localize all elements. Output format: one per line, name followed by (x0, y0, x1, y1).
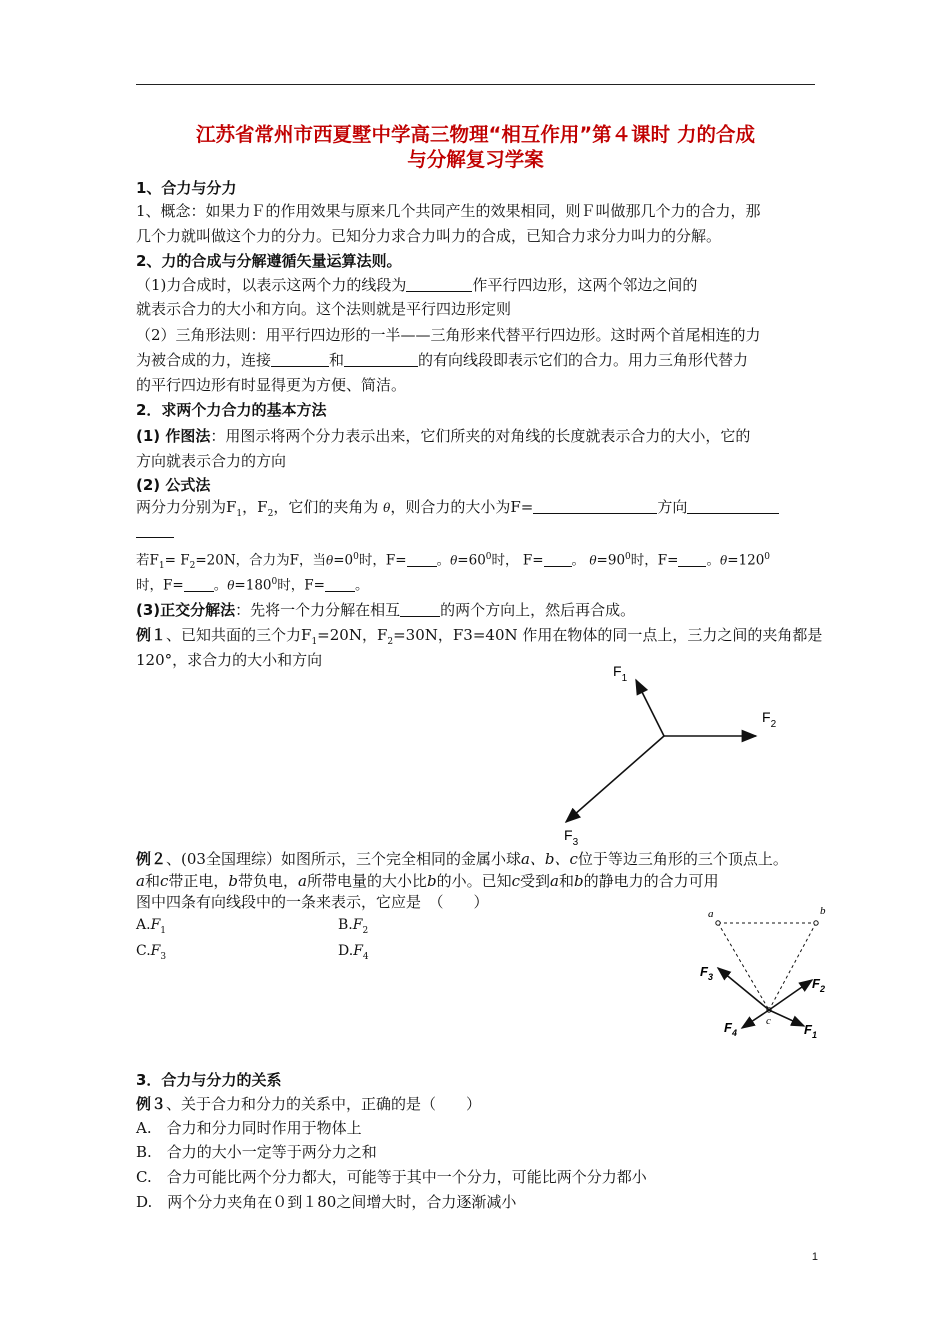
example-1-text: 120°，求合力的大小和方向 (136, 651, 323, 669)
fill-blank (344, 352, 418, 367)
label-f4: $F_4$ (724, 1020, 737, 1038)
paragraph: (3)正交分解法：先将一个力分解在相互 的两个方向上，然后再合成。 (136, 601, 636, 619)
charge-a (716, 921, 720, 925)
paragraph: 方向就表示合力的方向 (136, 452, 287, 470)
option-a: A. 合力和分力同时作用于物体上 (136, 1119, 362, 1137)
formula-line: 若$F_1= F_2=20N$，合力为F，当$\theta=0^0$时，F= 。$\theta=60^0$时， F= 。 $\theta=90^0$时，F= 。$\theta=120^0$ (136, 552, 771, 572)
header-rule (136, 84, 815, 85)
example-2-text: 图中四条有向线段中的一条来表示，它应是 （ ） (136, 893, 489, 911)
option-c: $C.F_3$ (136, 943, 167, 962)
page-number: 1 (811, 1251, 818, 1263)
option-d: D. 两个分力夹角在０到１80之间增大时，合力逐渐减小 (136, 1193, 517, 1211)
label-f2: $F_2$ (762, 709, 777, 730)
example-3-text: 例３、关于合力和分力的关系中，正确的是（ ） (136, 1095, 482, 1113)
force-arrow-f1 (636, 680, 664, 736)
option-d: $D.F_4$ (338, 943, 369, 962)
paragraph: （1)力合成时，以表示这两个力的线段为 作平行四边形，这两个邻边之间的 (136, 276, 698, 294)
example-2-text: a和c带正电，b带负电，a所带电量的大小比b的小。已知c受到a和b的静电力的合力可用 (136, 872, 719, 890)
section-heading: 1、合力与分力 (136, 179, 237, 197)
example-1-text: 例１、已知共面的三个力$F_1=20N$，$F_2=30N$，F3=40N 作用在物体的同一点上，三力之间的夹角都是 (136, 626, 823, 647)
fill-blank-continued (136, 520, 820, 542)
fill-blank (271, 352, 329, 367)
label-f1: $F_1$ (804, 1022, 817, 1040)
vector-f1 (769, 1010, 804, 1026)
option-c: C. 合力可能比两个分力都大，可能等于其中一个分力，可能比两个分力都小 (136, 1168, 647, 1186)
charge-b (814, 921, 818, 925)
paragraph: 1、概念：如果力Ｆ的作用效果与原来几个共同产生的效果相同，则Ｆ叫做那几个力的合力，那 (136, 202, 761, 220)
option-a: $A.F_1$ (136, 917, 167, 936)
example-2-text: 例２、(03全国理综）如图所示，三个完全相同的金属小球a、b、c位于等边三角形的三个顶点上。 (136, 850, 788, 868)
formula-line: 两分力分别为$F_1$，$F_2$，它们的夹角为 θ，则合力的大小为F= 方向 (136, 496, 820, 525)
paragraph: （2）三角形法则：用平行四边形的一半——三角形来代替平行四边形。这时两个首尾相连的力 (136, 326, 761, 344)
fill-blank (533, 499, 657, 514)
option-b: $B.F_2$ (338, 917, 369, 936)
vector-f3 (718, 968, 769, 1010)
label-f1: $F_1$ (613, 663, 628, 684)
paragraph: (1) 作图法：用图示将两个分力表示出来，它们所夹的对角线的长度就表示合力的大小，它的 (136, 427, 751, 445)
fill-blank (406, 277, 472, 292)
charge-triangle-diagram (692, 900, 842, 1046)
vector-f2 (769, 980, 812, 1010)
paragraph: 就表示合力的大小和方向。这个法则就是平行四边形定则 (136, 300, 512, 318)
paragraph: 为被合成的力，连接 和 的有向线段即表示它们的合力。用力三角形代替力 (136, 351, 749, 369)
paragraph: 几个力就叫做这个力的分力。已知分力求合力叫力的合成，已知合力求分力叫力的分解。 (136, 227, 722, 245)
paragraph: 的平行四边形有时显得更为方便、简洁。 (136, 376, 407, 394)
section-heading: 2、力的合成与分解遵循矢量运算法则。 (136, 252, 402, 270)
page-title: 江苏省常州市西夏墅中学高三物理“相互作用”第４课时 力的合成 与分解复习学案 (196, 123, 755, 171)
label-f3: $F_3$ (700, 964, 713, 982)
force-arrow-f3 (566, 736, 664, 822)
subheading: (2) 公式法 (136, 476, 211, 494)
vector-f4 (742, 1010, 769, 1028)
force-diagram-1 (556, 656, 786, 856)
formula-line: 时，F= 。$\theta=180^0$时，F= 。 (136, 577, 369, 594)
svg-text:b: b (820, 905, 826, 917)
label-f3: $F_3$ (564, 827, 579, 848)
label-f2: $F_2$ (812, 976, 825, 994)
svg-text:a: a (708, 908, 714, 920)
option-b: B. 合力的大小一定等于两分力之和 (136, 1143, 377, 1161)
svg-text:c: c (766, 1015, 771, 1027)
section-heading: 2．求两个力合力的基本方法 (136, 401, 327, 419)
section-heading: 3．合力与分力的关系 (136, 1071, 282, 1089)
fill-blank (687, 499, 779, 514)
